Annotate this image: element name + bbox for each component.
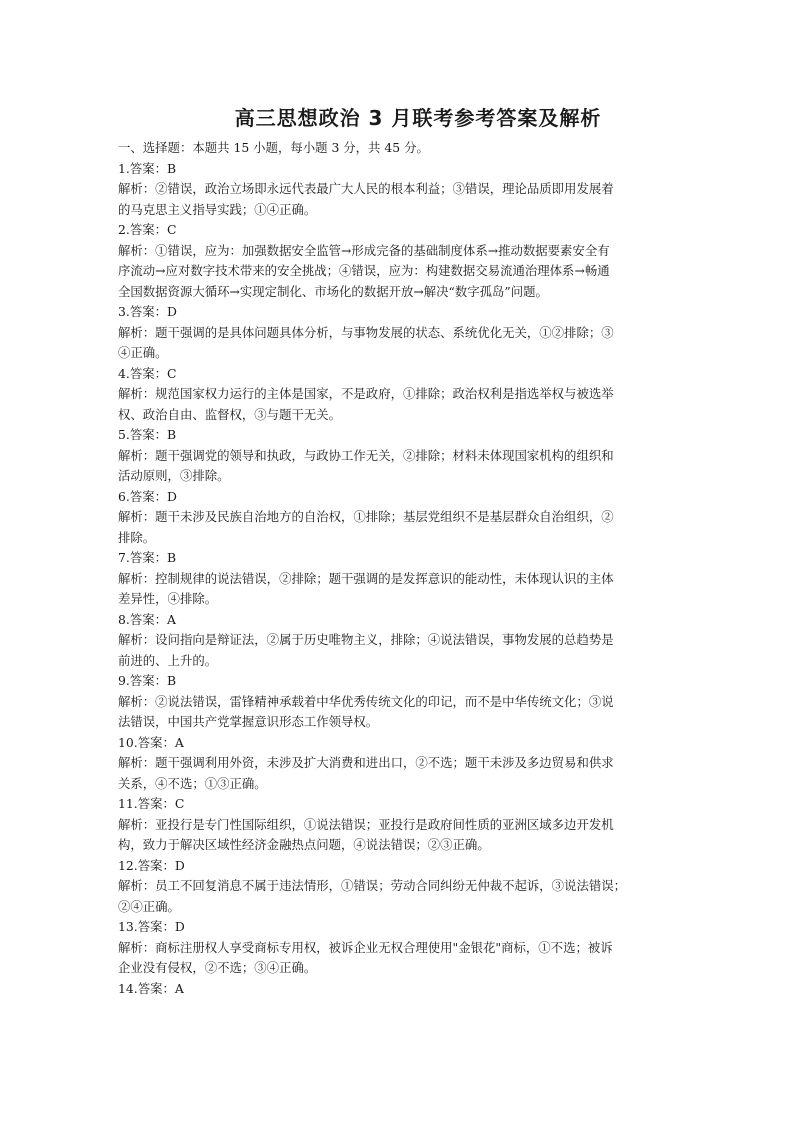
analysis-text [118, 692, 718, 733]
analysis-line: 排除。 [118, 529, 156, 545]
analysis-line: 解析：设问指向是辩证法，②属于历史唯物主义，排除；④说法错误，事物发展的总趋势是 [118, 632, 614, 647]
analysis-line: 解析：控制规律的说法错误，②排除；题干强调的是发挥意识的能动性，未体现认识的主体 [118, 570, 614, 586]
analysis-text [118, 753, 718, 794]
analysis-line: 解析：题干强调利用外资，未涉及扩大消费和进出口，②不选；题干未涉及多边贸易和供求 [118, 755, 614, 770]
analysis-text [118, 323, 718, 364]
page-title: 高三思想政治 3 月联考参考答案及解析 [234, 106, 602, 130]
answer-item [118, 917, 718, 979]
answer-item [118, 364, 718, 426]
answer-key: 5.答案：B [118, 427, 177, 442]
answer-key: 3.答案：D [118, 304, 177, 319]
answer-key: 9.答案：B [118, 673, 177, 688]
analysis-line: 解析：题干强调的是具体问题具体分析，与事物发展的状态、系统优化无关，①②排除；③ [118, 324, 614, 340]
analysis-line: ④正确。 [118, 345, 168, 360]
answer-key: 4.答案：C [118, 365, 177, 381]
analysis-line: 解析：②说法错误，雷锋精神承载着中华优秀传统文化的印记，而不是中华传统文化；③说 [118, 693, 614, 709]
answer-key: 13.答案：D [118, 919, 185, 934]
analysis-line: ②④正确。 [118, 898, 180, 914]
analysis-line: 解析：①错误，应为：加强数据安全监管→形成完备的基础制度体系→推动数据要素安全有 [118, 242, 610, 258]
answer-item [118, 159, 718, 221]
answer-item [118, 979, 718, 1000]
answer-key: 14.答案：A [118, 980, 184, 996]
analysis-text [118, 569, 718, 610]
analysis-line: 前进的、上升的。 [118, 652, 218, 668]
section-intro: 一、选择题：本题共 15 小题，每小题 3 分，共 45 分。 [118, 140, 429, 155]
answer-item [118, 548, 718, 610]
analysis-text [118, 938, 718, 979]
answer-item [118, 671, 718, 733]
analysis-text [118, 179, 718, 220]
answer-item [118, 856, 718, 918]
analysis-line: 企业没有侵权，②不选；③④正确。 [118, 960, 317, 975]
analysis-text [118, 507, 718, 548]
answer-key: 8.答案：A [118, 611, 176, 627]
answer-item [118, 302, 718, 364]
answer-key: 6.答案：D [118, 488, 177, 504]
analysis-line: 构，致力于解决区域性经济金融热点问题，④说法错误；②③正确。 [118, 837, 490, 852]
analysis-line: 解析：员工不回复消息不属于违法情形，①错误；劳动合同纠纷无仲裁不起诉，③说法错误； [118, 878, 627, 893]
answer-item [118, 610, 718, 672]
analysis-line: 序流动→应对数字技术带来的安全挑战；④错误，应为：构建数据交易流通治理体系→畅通 [118, 263, 610, 278]
analysis-line: 解析：②错误，政治立场即永远代表最广大人民的根本利益；③错误，理论品质即用发展着 [118, 181, 614, 196]
answer-item [118, 733, 718, 795]
answer-key: 10.答案：A [118, 734, 184, 750]
analysis-text [118, 241, 718, 303]
answer-key: 11.答案：C [118, 796, 185, 811]
analysis-text [118, 876, 718, 917]
answer-key: 7.答案：B [118, 550, 177, 565]
analysis-line: 解析：规范国家权力运行的主体是国家，不是政府，①排除；政治权利是指选举权与被选举 [118, 386, 614, 401]
answer-item [118, 220, 718, 302]
analysis-line: 差异性，④排除。 [118, 591, 218, 606]
analysis-line: 法错误，中国共产党掌握意识形态工作领导权。 [118, 714, 379, 729]
answer-key: 1.答案：B [118, 160, 177, 176]
answer-list [118, 159, 718, 1000]
answer-item [118, 487, 718, 549]
analysis-line: 解析：题干未涉及民族自治地方的自治权，①排除；基层党组织不是基层群众自治组织，② [118, 509, 614, 524]
analysis-line: 全国数据资源大循环→实现定制化、市场化的数据开放→解决“数字孤岛”问题。 [118, 283, 548, 299]
answer-key: 12.答案：D [118, 857, 185, 873]
answer-item [118, 425, 718, 487]
analysis-line: 权、政治自由、监督权，③与题干无关。 [118, 406, 342, 422]
analysis-line: 解析：题干强调党的领导和执政，与政协工作无关，②排除；材料未体现国家机构的组织和 [118, 447, 614, 463]
analysis-line: 的马克思主义指导实践；①④正确。 [118, 201, 317, 217]
analysis-text [118, 630, 718, 671]
analysis-line: 解析：商标注册权人享受商标专用权，被诉企业无权合理使用"金银花"商标，①不选；被诉 [118, 939, 613, 955]
analysis-line: 活动原则，③排除。 [118, 468, 230, 483]
answer-item [118, 794, 718, 856]
answer-key: 2.答案：C [118, 222, 177, 237]
analysis-text [118, 384, 718, 425]
analysis-line: 解析：亚投行是专门性国际组织，①说法错误；亚投行是政府间性质的亚洲区域多边开发机 [118, 816, 614, 832]
analysis-text [118, 815, 718, 856]
analysis-line: 关系，④不选；①③正确。 [118, 775, 267, 791]
analysis-text [118, 446, 718, 487]
